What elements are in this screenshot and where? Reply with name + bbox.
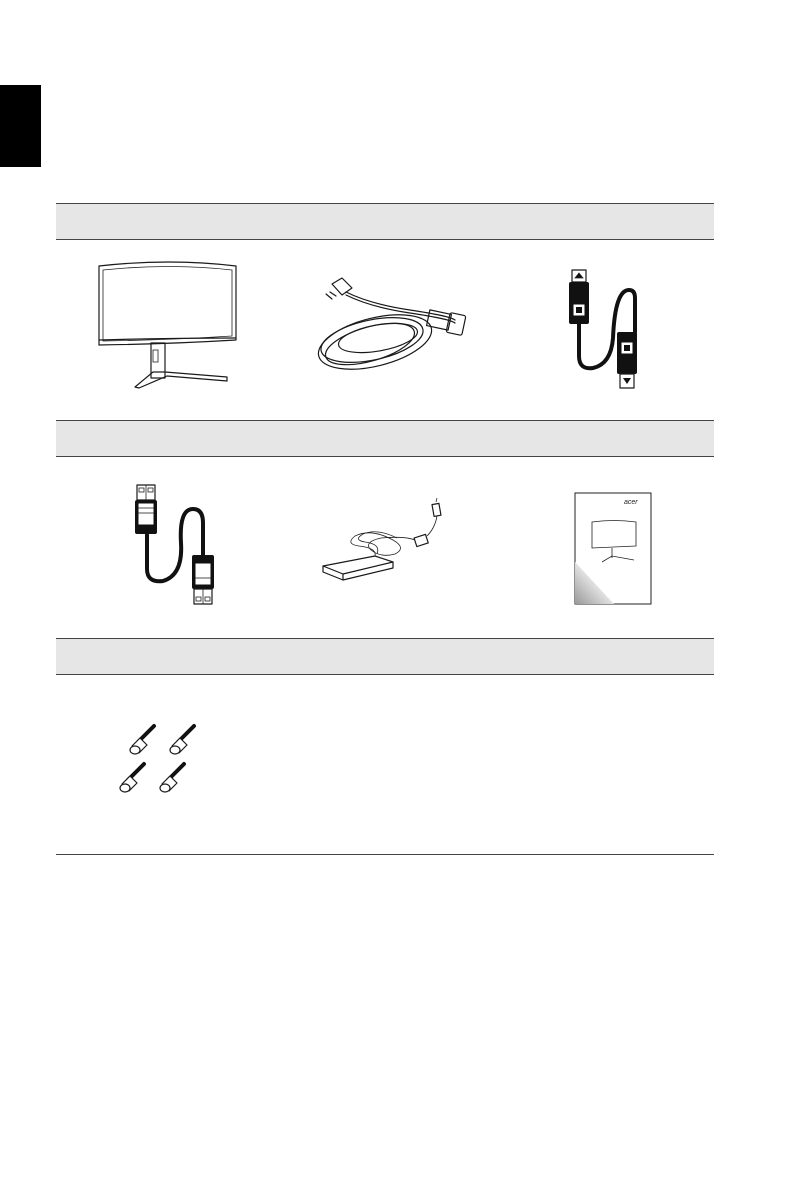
screws-icon: [108, 718, 218, 803]
row-1-header-band: [56, 203, 714, 240]
displayport-cable-icon: [555, 268, 645, 398]
bottom-rule: [56, 854, 714, 855]
screw: [120, 764, 144, 792]
quick-start-guide-icon: [574, 492, 654, 606]
ac-adapter-icon: [315, 498, 455, 588]
row-3-header-band: [56, 638, 714, 675]
power-cord-icon: [300, 270, 475, 380]
screw: [130, 726, 154, 754]
usb-cable-icon: [125, 483, 215, 608]
language-side-tab: [0, 85, 41, 167]
screw: [170, 726, 194, 754]
screw: [160, 764, 184, 792]
guide-logo: acer: [624, 499, 638, 506]
row-2-header-band: [56, 420, 714, 457]
curved-monitor-icon: [95, 260, 245, 395]
